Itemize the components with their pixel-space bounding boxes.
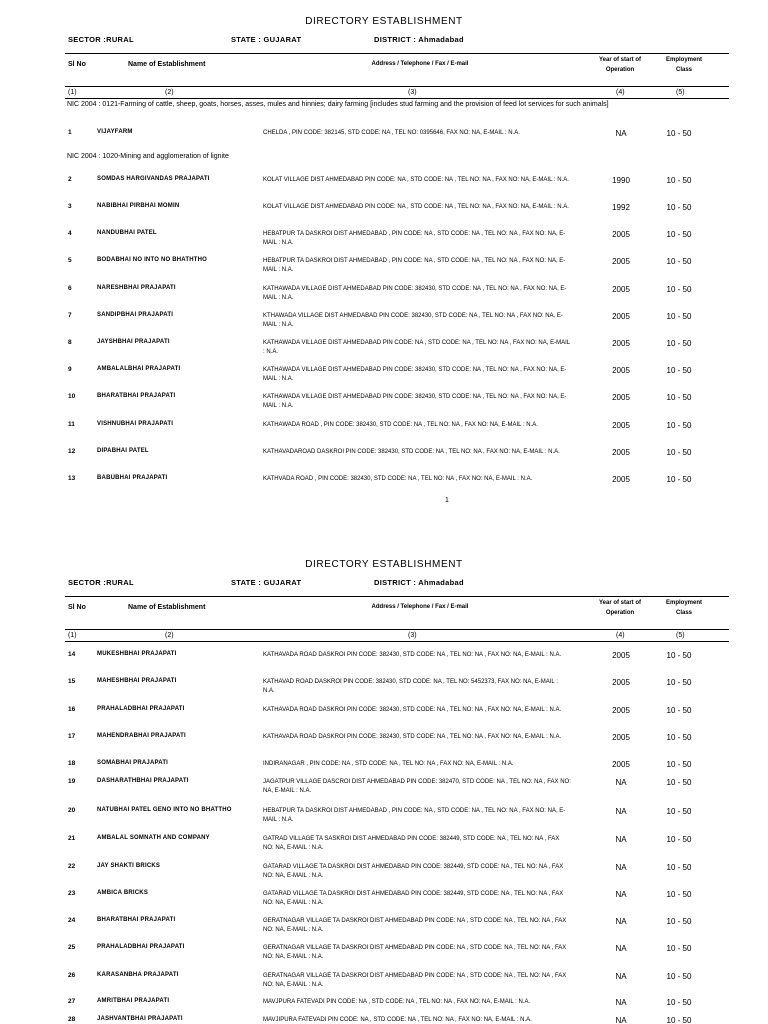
- header-name: Name of Establishment: [128, 61, 206, 68]
- establishment-name: MUKESHBHAI PRAJAPATI: [97, 651, 177, 657]
- table-row: [0, 129, 768, 156]
- sl-number: 13: [68, 475, 76, 482]
- establishment-name: JAY SHAKTI BRICKS: [97, 863, 161, 869]
- start-year: NA: [615, 807, 627, 816]
- start-year: 2005: [612, 421, 630, 430]
- sl-number: 17: [68, 733, 76, 740]
- table-row: [0, 448, 768, 475]
- col-number-4: (4): [616, 89, 625, 96]
- establishment-address: KATHAWADA VILLAGE DIST AHMEDABAD PIN CODE: 382430, STD CODE: NA , TEL NO: NA , FAX NO: NA, E-MAIL : N.A.: [263, 286, 567, 301]
- sl-number: 15: [68, 678, 76, 685]
- employment-class: 10 - 50: [666, 760, 692, 769]
- establishment-address: KOLAT VILLAGE DIST AHMEDABAD PIN CODE: NA , STD CODE: NA , TEL NO: NA , FAX NO: NA, E-MAIL : N.A.: [263, 204, 569, 210]
- start-year: NA: [615, 917, 627, 926]
- start-year: NA: [615, 863, 627, 872]
- sl-number: 8: [68, 339, 72, 346]
- sl-number: 21: [68, 835, 76, 842]
- employment-class: 10 - 50: [666, 972, 692, 981]
- employment-class: 10 - 50: [666, 998, 692, 1007]
- district-label: DISTRICT : Ahmadabad: [374, 35, 464, 44]
- sl-number: 26: [68, 972, 76, 979]
- header-mid-rule: [65, 86, 729, 87]
- establishment-name: SOMDAS HARGIVANDAS PRAJAPATI: [97, 176, 210, 182]
- sl-number: 23: [68, 890, 76, 897]
- district-label: DISTRICT : Ahmadabad: [374, 578, 464, 587]
- table-row: [0, 176, 768, 203]
- sl-number: 27: [68, 998, 76, 1005]
- establishment-address: KATHAVADA ROAD DASKROI PIN CODE: 382430, STD CODE: NA , TEL NO: NA , FAX NO: NA, E-MAIL : N.A.: [263, 652, 562, 658]
- employment-class: 10 - 50: [666, 706, 692, 715]
- header-name: Name of Establishment: [128, 604, 206, 611]
- sl-number: 28: [68, 1016, 76, 1023]
- sl-number: 7: [68, 312, 72, 319]
- sl-number: 4: [68, 230, 72, 237]
- col-number-2: (2): [165, 632, 174, 639]
- establishment-name: AMBALALBHAI PRAJAPATI: [97, 366, 181, 372]
- start-year: 2005: [612, 366, 630, 375]
- establishment-name: MAHENDRABHAI PRAJAPATI: [97, 733, 186, 739]
- establishment-address: GERATNAGAR VILLAGE TA DASKROI DIST AHMEDABAD PIN CODE: NA , STD CODE: NA , TEL NO: NA , FAX NO: NA, E-MAIL : N.A.: [263, 973, 567, 988]
- header-employment: [654, 598, 714, 618]
- establishment-address: KATHAVADA ROAD DASKROI PIN CODE: 382430, STD CODE: NA , TEL NO: NA , FAX NO: NA, E-MAIL : N.A.: [263, 707, 562, 713]
- employment-class: 10 - 50: [666, 339, 692, 348]
- table-row: [0, 366, 768, 393]
- table-row: [0, 1016, 768, 1024]
- establishment-name: VISHNUBHAI PRAJAPATI: [97, 421, 174, 427]
- table-row: [0, 863, 768, 890]
- establishment-name: AMBICA BRICKS: [97, 890, 149, 896]
- establishment-name: PRAHALADBHAI PRAJAPATI: [97, 706, 185, 712]
- establishment-address: KATHAWADA VILLAGE DIST AHMEDABAD PIN CODE: NA , STD CODE: NA , TEL NO: NA , FAX NO: NA, E-MAIL : N.A.: [263, 340, 570, 355]
- establishment-address: HEBATPUR TA DASKROI DIST AHMEDABAD , PIN CODE: NA , STD CODE: NA , TEL NO: NA , FAX NO: NA, E-MAIL : N.A.: [263, 808, 566, 823]
- employment-class: 10 - 50: [666, 285, 692, 294]
- establishment-address: GERATNAGAR VILLAGE TA DASKROI DIST AHMEDABAD PIN CODE: NA , STD CODE: NA , TEL NO: NA , FAX NO: NA, E-MAIL : N.A.: [263, 945, 567, 960]
- establishment-address: KATHAWADA VILLAGE DIST AHMEDABAD PIN CODE: 382430, STD CODE: NA , TEL NO: NA , FAX NO: NA, E-MAIL : N.A.: [263, 367, 567, 382]
- table-row: [0, 706, 768, 733]
- sl-number: 6: [68, 285, 72, 292]
- establishment-name: NANDUBHAI PATEL: [97, 230, 157, 236]
- establishment-address: MAVJIPURA FATEVADI PIN CODE: NA , STD CODE: NA , TEL NO: NA , FAX NO: NA, E-MAIL : N.A.: [263, 1017, 532, 1023]
- employment-class: 10 - 50: [666, 448, 692, 457]
- employment-class: 10 - 50: [666, 230, 692, 239]
- employment-class: 10 - 50: [666, 366, 692, 375]
- establishment-address: KATHAWADA ROAD , PIN CODE: 382430, STD CODE: NA , TEL NO: NA , FAX NO: NA, E-MAIL : N.A.: [263, 422, 538, 428]
- sector-label: SECTOR :RURAL: [68, 578, 134, 587]
- start-year: NA: [615, 890, 627, 899]
- establishment-address: GATRAD VILLAGE TA SASKROI DIST AHMEDABAD PIN CODE: 382449, STD CODE: NA , TEL NO: NA , FAX NO: NA, E-MAIL : N.A.: [263, 836, 560, 851]
- page-title: DIRECTORY ESTABLISHMENT: [305, 16, 463, 27]
- establishment-name: BHARATBHAI PRAJAPATI: [97, 393, 176, 399]
- establishment-name: NABIBHAI PIRBHAI MOMIN: [97, 203, 180, 209]
- table-row: [0, 421, 768, 448]
- employment-class: 10 - 50: [666, 890, 692, 899]
- table-row: [0, 778, 768, 805]
- start-year: NA: [615, 778, 627, 787]
- establishment-address: GATARAD VILLAGE TA DASKROI DIST AHMEDABAD PIN CODE: 382449, STD CODE: NA , TEL NO: NA , FAX NO: NA, E-MAIL : N.A.: [263, 864, 564, 879]
- header-top-rule: [65, 53, 729, 54]
- employment-class: 10 - 50: [666, 733, 692, 742]
- nic-section-heading: NIC 2004 : 0121-Farming of cattle, sheep, goats, horses, asses, mules and hinnies; dairy farming [includes stud farming and the provision of feed lot services for such animals]: [67, 101, 609, 108]
- directory-page-2: [0, 543, 768, 1024]
- state-label: STATE : GUJARAT: [231, 35, 302, 44]
- col-number-5: (5): [676, 89, 685, 96]
- sl-number: 3: [68, 203, 72, 210]
- sl-number: 1: [68, 129, 72, 136]
- establishment-name: SANDIPBHAI PRAJAPATI: [97, 312, 174, 318]
- header-emp-line2: Class: [675, 67, 692, 73]
- start-year: 1992: [612, 203, 630, 212]
- establishment-address: KATHAVADAROAD DASKROI PIN CODE: 382430, STD CODE: NA , TEL NO: NA , FAX NO: NA, E-MAIL : N.A.: [263, 449, 560, 455]
- start-year: NA: [615, 129, 627, 138]
- establishment-address: KATHAVADA ROAD DASKROI PIN CODE: 382430, STD CODE: NA , TEL NO: NA , FAX NO: NA, E-MAIL : N.A.: [263, 734, 562, 740]
- header-slno: Sl No: [68, 61, 86, 68]
- nic-section-heading: NIC 2004 : 1020-Mining and agglomeration of lignite: [67, 153, 229, 160]
- table-row: [0, 651, 768, 678]
- establishment-address: KATHAWADA VILLAGE DIST AHMEDABAD PIN CODE: 382430, STD CODE: NA , TEL NO: NA , FAX NO: NA, E-MAIL : N.A.: [263, 394, 567, 409]
- header-year-line1: Year of start of: [598, 600, 641, 606]
- establishment-name: BHARATBHAI PRAJAPATI: [97, 917, 176, 923]
- employment-class: 10 - 50: [666, 651, 692, 660]
- establishment-address: JAGATPUR VILLAGE DASCROI DIST AHMEDABAD PIN CODE: 382470, STD CODE: NA , TEL NO: NA , FAX NO: NA, E-MAIL : N.A.: [263, 779, 571, 794]
- employment-class: 10 - 50: [666, 835, 692, 844]
- header-emp-line2: Class: [675, 610, 692, 616]
- table-row: [0, 393, 768, 420]
- establishment-name: KARASANBHA PRAJAPATI: [97, 972, 179, 978]
- establishment-name: BABUBHAI PRAJAPATI: [97, 475, 168, 481]
- start-year: 2005: [612, 230, 630, 239]
- start-year: NA: [615, 835, 627, 844]
- establishment-address: INDIRANAGAR , PIN CODE: NA , STD CODE: NA , TEL NO: NA , FAX NO: NA, E-MAIL : N.A.: [263, 761, 514, 767]
- establishment-name: BODABHAI NO INTO NO BHATHTHO: [97, 257, 208, 263]
- sl-number: 22: [68, 863, 76, 870]
- header-year-line2: Operation: [605, 67, 635, 73]
- employment-class: 10 - 50: [666, 678, 692, 687]
- page-title: DIRECTORY ESTABLISHMENT: [305, 559, 463, 570]
- header-address: Address / Telephone / Fax / E-mail: [371, 604, 469, 610]
- establishment-name: NATUBHAI PATEL GENO INTO NO BHATTHO: [97, 807, 232, 813]
- start-year: NA: [615, 998, 627, 1007]
- header-bottom-rule: [65, 641, 729, 642]
- establishment-address: MAVJPURA FATEVADI PIN CODE: NA , STD CODE: NA , TEL NO: NA , FAX NO: NA, E-MAIL : N.A.: [263, 999, 531, 1005]
- col-number-4: (4): [616, 632, 625, 639]
- table-row: [0, 835, 768, 862]
- establishment-address: HEBATPUR TA DASKROI DIST AHMEDABAD , PIN CODE: NA , STD CODE: NA , TEL NO: NA , FAX NO: NA, E-MAIL : N.A.: [263, 258, 566, 273]
- start-year: 2005: [612, 678, 630, 687]
- header-year: [590, 55, 650, 75]
- establishment-name: AMBALAL SOMNATH AND COMPANY: [97, 835, 210, 841]
- table-row: [0, 230, 768, 257]
- table-row: [0, 475, 768, 502]
- employment-class: 10 - 50: [666, 944, 692, 953]
- table-row: [0, 733, 768, 760]
- establishment-name: VIJAYFARM: [97, 129, 133, 135]
- col-number-1: (1): [68, 632, 77, 639]
- col-number-3: (3): [408, 632, 417, 639]
- state-label: STATE : GUJARAT: [231, 578, 302, 587]
- employment-class: 10 - 50: [666, 129, 692, 138]
- table-row: [0, 339, 768, 366]
- start-year: 2005: [612, 760, 630, 769]
- start-year: 2005: [612, 733, 630, 742]
- sl-number: 25: [68, 944, 76, 951]
- sl-number: 19: [68, 778, 76, 785]
- employment-class: 10 - 50: [666, 176, 692, 185]
- start-year: NA: [615, 1016, 627, 1024]
- establishment-address: HEBATPUR TA DASKROI DIST AHMEDABAD , PIN CODE: NA , STD CODE: NA , TEL NO: NA , FAX NO: NA, E-MAIL : N.A.: [263, 231, 566, 246]
- establishment-name: JASHVANTBHAI PRAJAPATI: [97, 1016, 183, 1022]
- header-employment: [654, 55, 714, 75]
- start-year: 2005: [612, 651, 630, 660]
- establishment-name: DASHARATHBHAI PRAJAPATI: [97, 778, 189, 784]
- sl-number: 14: [68, 651, 76, 658]
- table-row: [0, 203, 768, 230]
- sl-number: 5: [68, 257, 72, 264]
- start-year: 2005: [612, 706, 630, 715]
- establishment-address: KOLAT VILLAGE DIST AHMEDABAD PIN CODE: NA , STD CODE: NA , TEL NO: NA , FAX NO: NA, E-MAIL : N.A.: [263, 177, 569, 183]
- header-top-rule: [65, 596, 729, 597]
- sl-number: 9: [68, 366, 72, 373]
- employment-class: 10 - 50: [666, 203, 692, 212]
- establishment-address: KATHAVAD ROAD DASKROI PIN CODE: 382430, STD CODE: NA , TEL NO: 5452373, FAX NO: NA, E-MAIL : N.A.: [263, 679, 558, 694]
- table-row: [0, 807, 768, 834]
- establishment-address: KATHVADA ROAD , PIN CODE: 382430, STD CODE: NA , TEL NO: NA , FAX NO: NA, E-MAIL : N.A.: [263, 476, 533, 482]
- start-year: 2005: [612, 448, 630, 457]
- employment-class: 10 - 50: [666, 421, 692, 430]
- employment-class: 10 - 50: [666, 863, 692, 872]
- start-year: 1990: [612, 176, 630, 185]
- establishment-name: NARESHBHAI PRAJAPATI: [97, 285, 176, 291]
- header-year: [590, 598, 650, 618]
- col-number-1: (1): [68, 89, 77, 96]
- employment-class: 10 - 50: [666, 917, 692, 926]
- establishment-address: GERATNAGAR VILLAGE TA DASKROI DIST AHMEDABAD PIN CODE: NA , STD CODE: NA , TEL NO: NA , FAX NO: NA, E-MAIL : N.A.: [263, 918, 567, 933]
- table-row: [0, 285, 768, 312]
- sl-number: 16: [68, 706, 76, 713]
- establishment-name: SOMABHAI PRAJAPATI: [97, 760, 169, 766]
- col-number-3: (3): [408, 89, 417, 96]
- sl-number: 24: [68, 917, 76, 924]
- start-year: 2005: [612, 393, 630, 402]
- employment-class: 10 - 50: [666, 1016, 692, 1024]
- table-row: [0, 972, 768, 999]
- establishment-name: MAHESHBHAI PRAJAPATI: [97, 678, 177, 684]
- start-year: 2005: [612, 312, 630, 321]
- header-emp-line1: Employment: [665, 600, 702, 606]
- col-number-5: (5): [676, 632, 685, 639]
- sl-number: 12: [68, 448, 76, 455]
- establishment-name: DIPABHAI PATEL: [97, 448, 149, 454]
- table-row: [0, 257, 768, 284]
- start-year: 2005: [612, 339, 630, 348]
- col-number-2: (2): [165, 89, 174, 96]
- start-year: 2005: [612, 257, 630, 266]
- sl-number: 20: [68, 807, 76, 814]
- employment-class: 10 - 50: [666, 475, 692, 484]
- start-year: 2005: [612, 475, 630, 484]
- header-bottom-rule: [65, 98, 729, 99]
- establishment-name: JAYSHBHAI PRAJAPATI: [97, 339, 170, 345]
- header-address: Address / Telephone / Fax / E-mail: [371, 61, 469, 67]
- start-year: NA: [615, 944, 627, 953]
- header-slno: Sl No: [68, 604, 86, 611]
- sl-number: 10: [68, 393, 76, 400]
- table-row: [0, 678, 768, 705]
- table-row: [0, 890, 768, 917]
- page-number: 1: [445, 497, 449, 504]
- header-emp-line1: Employment: [665, 57, 702, 63]
- establishment-name: PRAHALADBHAI PRAJAPATI: [97, 944, 185, 950]
- start-year: NA: [615, 972, 627, 981]
- employment-class: 10 - 50: [666, 257, 692, 266]
- employment-class: 10 - 50: [666, 393, 692, 402]
- establishment-address: GATARAD VILLAGE TA DASKROI DIST AHMEDABAD PIN CODE: 382449, STD CODE: NA , TEL NO: NA , FAX NO: NA, E-MAIL : N.A.: [263, 891, 564, 906]
- header-mid-rule: [65, 629, 729, 630]
- table-row: [0, 917, 768, 944]
- employment-class: 10 - 50: [666, 778, 692, 787]
- sl-number: 11: [68, 421, 75, 428]
- establishment-address: CHELDA , PIN CODE: 382145, STD CODE: NA , TEL NO: 0395646, FAX NO: NA, E-MAIL : N.A.: [263, 130, 520, 136]
- employment-class: 10 - 50: [666, 807, 692, 816]
- sl-number: 2: [68, 176, 72, 183]
- establishment-name: AMRITBHAI PRAJAPATI: [97, 998, 170, 1004]
- sl-number: 18: [68, 760, 76, 767]
- header-year-line2: Operation: [605, 610, 635, 616]
- employment-class: 10 - 50: [666, 312, 692, 321]
- table-row: [0, 312, 768, 339]
- table-row: [0, 944, 768, 971]
- establishment-address: KTHAWADA VILLAGE DIST AHMEDABAD PIN CODE: 382430, STD CODE: NA , TEL NO: NA , FAX NO: NA, E-MAIL : N.A.: [263, 313, 563, 328]
- sector-label: SECTOR :RURAL: [68, 35, 134, 44]
- header-year-line1: Year of start of: [598, 57, 641, 63]
- start-year: 2005: [612, 285, 630, 294]
